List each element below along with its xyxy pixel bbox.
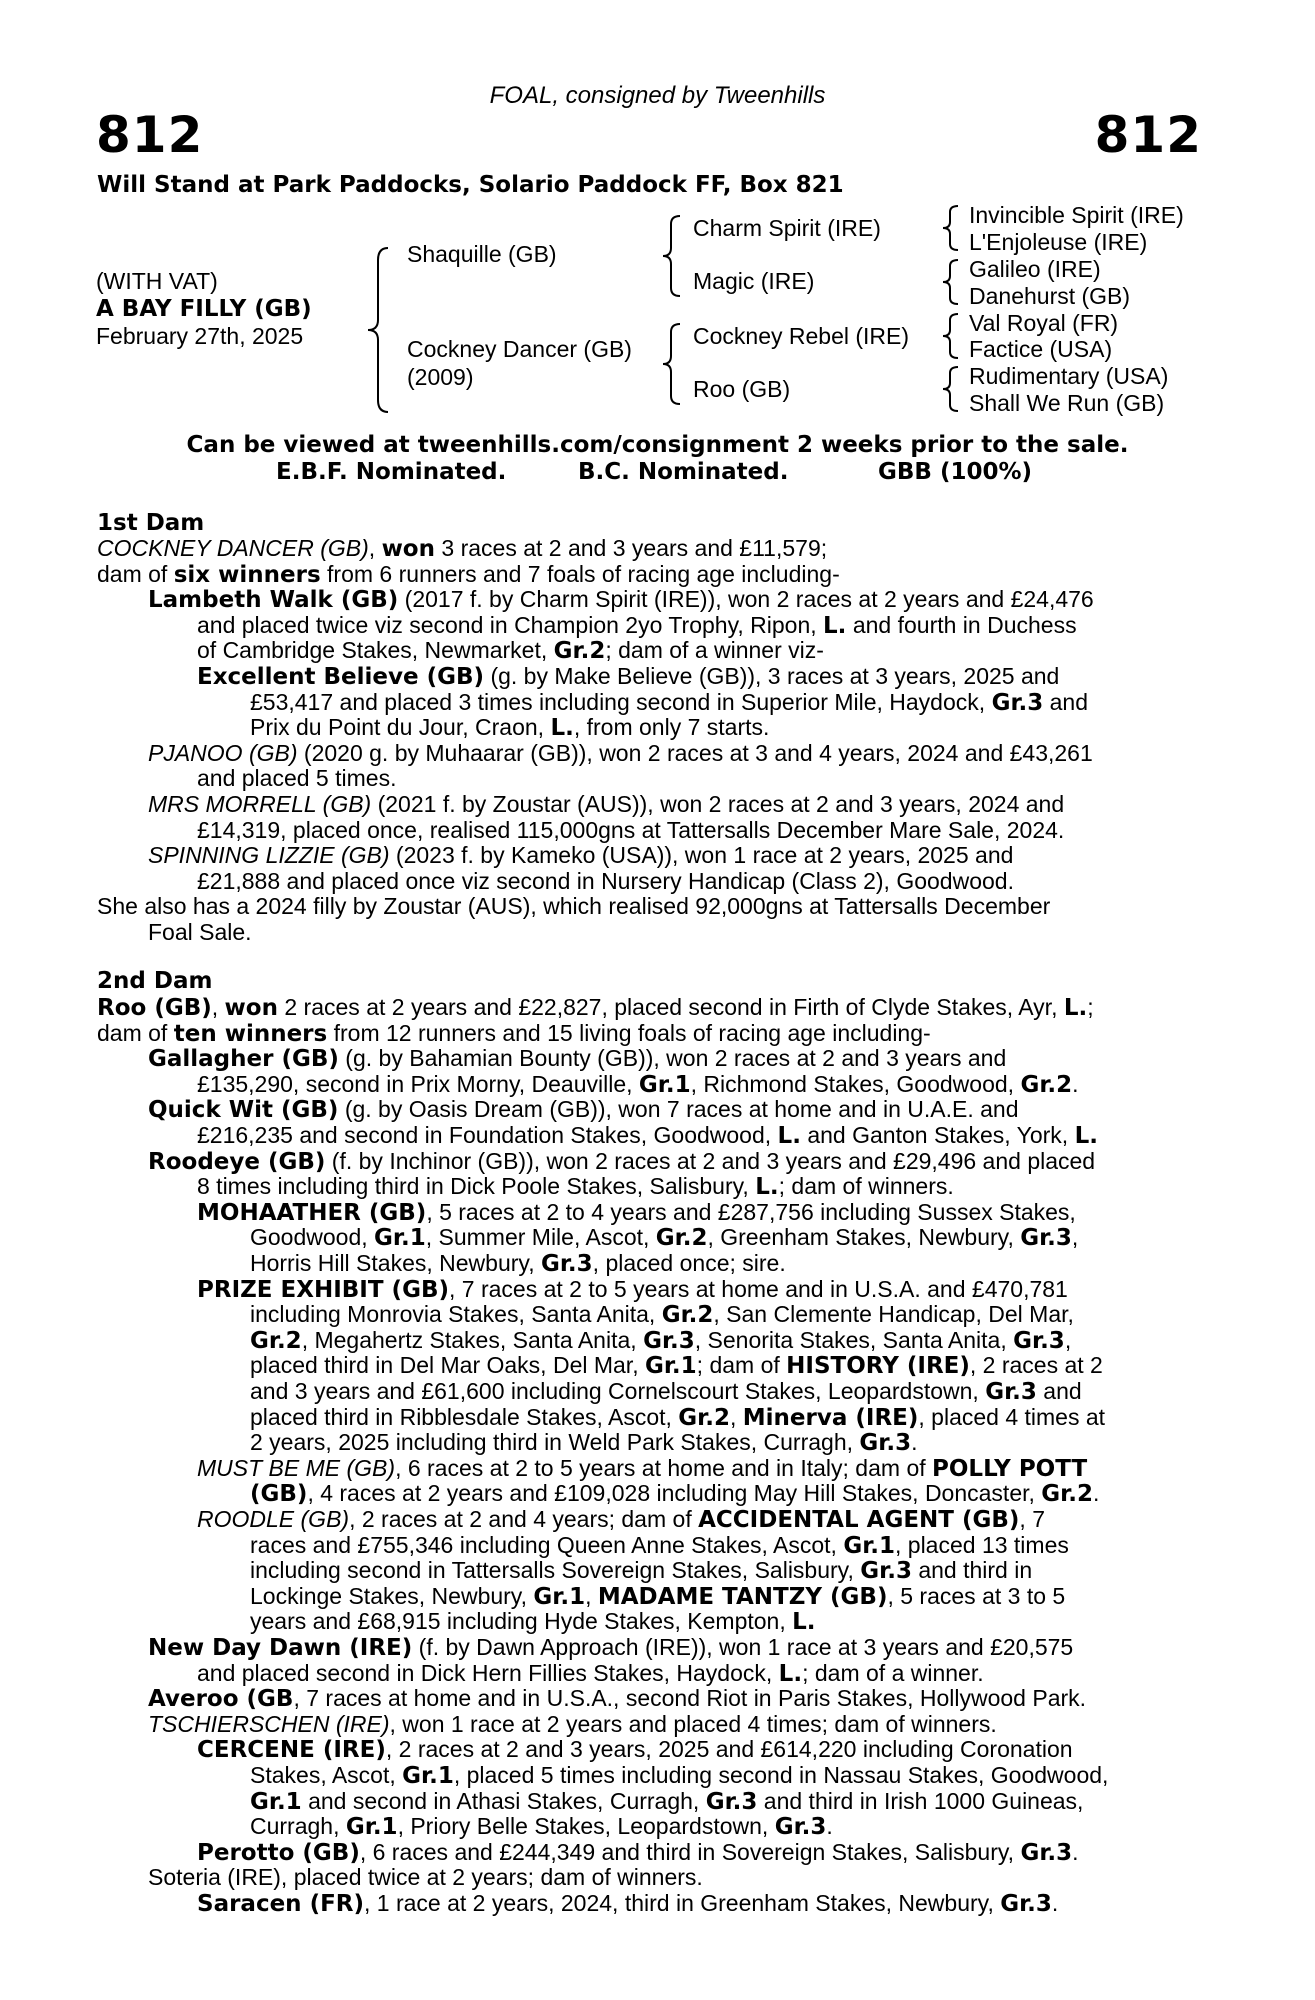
dam-year: (2009) [407, 364, 474, 390]
text-line: She also has a 2024 filly by Zoustar (AUS), which realised 92,000gns at Tattersalls December [97, 893, 1051, 920]
text-line: of Cambridge Stakes, Newmarket, Gr.2; dam of a winner viz- [197, 637, 824, 665]
text-line: Lockinge Stakes, Newbury, Gr.1, MADAME TANTZY (GB), 5 races at 3 to 5 [250, 1582, 1066, 1610]
sire-sire: Charm Spirit (IRE) [693, 215, 881, 241]
stand-location: Will Stand at Park Paddocks, Solario Paddock FF, Box 821 [97, 172, 844, 198]
text-line: MRS MORRELL (GB) (2021 f. by Zoustar (AUS)), won 2 races at 2 and 3 years, 2024 and [148, 791, 1065, 817]
text-line: £21,888 and placed once viz second in Nursery Handicap (Class 2), Goodwood. [197, 867, 1014, 894]
lot-number-right: 812 [1094, 106, 1202, 164]
text-line: Roo (GB), won 2 races at 2 years and £22,827, placed second in Firth of Clyde Stakes, Ayr, L.; [97, 994, 1094, 1021]
text-line: years and £68,915 including Hyde Stakes, Kempton, L. [250, 1608, 816, 1636]
text-line: placed third in Ribblesdale Stakes, Ascot, Gr.2, Minerva (IRE), placed 4 times at [250, 1403, 1106, 1431]
text-line: Stakes, Ascot, Gr.1, placed 5 times including second in Nassau Stakes, Goodwood, [250, 1762, 1109, 1789]
text-line: Quick Wit (GB) (g. by Oasis Dream (GB)), won 7 races at home and in U.A.E. and [148, 1096, 1019, 1124]
text-line: Excellent Believe (GB) (g. by Make Believe (GB)), 3 races at 3 years, 2025 and [197, 663, 1060, 690]
brace-ancestors-3 [940, 312, 962, 360]
brace-dam-side [660, 322, 684, 406]
ancestor-2: L'Enjoleuse (IRE) [969, 229, 1148, 255]
text-line: PJANOO (GB) (2020 g. by Muhaarar (GB)), won 2 races at 3 and 4 years, 2024 and £43,261 [148, 739, 1093, 766]
dam-dam: Roo (GB) [693, 376, 791, 402]
text-line: £14,319, placed once, realised 115,000gns at Tattersalls December Mare Sale, 2024. [197, 816, 1065, 843]
text-line: £53,417 and placed 3 times including second in Superior Mile, Haydock, Gr.3 and [250, 688, 1089, 716]
text-line: Perotto (GB), 6 races and £244,349 and third in Sovereign Stakes, Salisbury, Gr.3. [197, 1838, 1079, 1866]
first-dam-heading: 1st Dam [97, 510, 205, 536]
gbb-status: GBB (100%) [878, 459, 1033, 485]
text-line: Saracen (FR), 1 race at 2 years, 2024, third in Greenham Stakes, Newbury, Gr.3. [197, 1890, 1059, 1917]
ancestor-8: Shall We Run (GB) [969, 390, 1165, 416]
text-line: Gr.2, Megahertz Stakes, Santa Anita, Gr.3, Senorita Stakes, Santa Anita, Gr.3, [250, 1326, 1072, 1354]
text-line: dam of six winners from 6 runners and 7 foals of racing age including- [97, 560, 840, 588]
brace-ancestors-2 [940, 258, 962, 306]
bc-nomination: B.C. Nominated. [578, 459, 789, 485]
ancestor-5: Val Royal (FR) [969, 310, 1119, 336]
text-line: Curragh, Gr.1, Priory Belle Stakes, Leopardstown, Gr.3. [250, 1813, 833, 1841]
foaling-date: February 27th, 2025 [96, 323, 304, 349]
ancestor-4: Danehurst (GB) [969, 283, 1131, 309]
text-line: Horris Hill Stakes, Newbury, Gr.3, placed once; sire. [250, 1250, 786, 1277]
viewing-notice: Can be viewed at tweenhills.com/consignment 2 weeks prior to the sale. [186, 432, 1129, 458]
text-line: and placed second in Dick Hern Fillies Stakes, Haydock, L.; dam of a winner. [197, 1659, 984, 1687]
sire-dam: Magic (IRE) [693, 268, 815, 294]
ancestor-7: Rudimentary (USA) [969, 363, 1169, 389]
ancestor-3: Galileo (IRE) [969, 256, 1101, 282]
text-line: TSCHIERSCHEN (IRE), won 1 race at 2 years and placed 4 times; dam of winners. [148, 1710, 997, 1737]
text-line: MOHAATHER (GB), 5 races at 2 to 4 years and £287,756 including Sussex Stakes, [197, 1198, 1076, 1226]
text-line: Soteria (IRE), placed twice at 2 years; dam of winners. [148, 1864, 703, 1891]
text-line: placed third in Del Mar Oaks, Del Mar, Gr.1; dam of HISTORY (IRE), 2 races at 2 [250, 1352, 1103, 1380]
second-dam-heading: 2nd Dam [97, 968, 213, 994]
text-line: CERCENE (IRE), 2 races at 2 and 3 years, 2025 and £614,220 including Coronation [197, 1736, 1073, 1764]
text-line: dam of ten winners from 12 runners and 15 living foals of racing age including- [97, 1019, 931, 1047]
ebf-nomination: E.B.F. Nominated. [276, 459, 507, 485]
lot-number-left: 812 [96, 106, 204, 164]
text-line: Gr.1 and second in Athasi Stakes, Curragh, Gr.3 and third in Irish 1000 Guineas, [250, 1787, 1084, 1815]
text-line: races and £755,346 including Queen Anne Stakes, Ascot, Gr.1, placed 13 times [250, 1531, 1069, 1559]
text-line: COCKNEY DANCER (GB), won 3 races at 2 and 3 years and £11,579; [97, 535, 828, 562]
text-line: ROODLE (GB), 2 races at 2 and 4 years; dam of ACCIDENTAL AGENT (GB), 7 [197, 1506, 1045, 1533]
text-line: including Monrovia Stakes, Santa Anita, Gr.2, San Clemente Handicap, Del Mar, [250, 1301, 1074, 1329]
text-line: £216,235 and second in Foundation Stakes, Goodwood, L. and Ganton Stakes, York, L. [197, 1122, 1098, 1149]
text-line: MUST BE ME (GB), 6 races at 2 to 5 years at home and in Italy; dam of POLLY POTT [197, 1454, 1088, 1482]
text-line: Roodeye (GB) (f. by Inchinor (GB)), won 2 races at 2 and 3 years and £29,496 and placed [148, 1147, 1096, 1175]
text-line: 2 years, 2025 including third in Weld Park Stakes, Curragh, Gr.3. [250, 1429, 918, 1457]
text-line: Averoo (GB, 7 races at home and in U.S.A., second Riot in Paris Stakes, Hollywood Park. [148, 1685, 1087, 1713]
text-line: PRIZE EXHIBIT (GB), 7 races at 2 to 5 years at home and in U.S.A. and £470,781 [197, 1275, 1068, 1303]
ancestor-1: Invincible Spirit (IRE) [969, 202, 1184, 228]
vat-note: (WITH VAT) [96, 268, 218, 294]
brace-ancestors-4 [940, 365, 962, 413]
consignment-header: FOAL, consigned by Tweenhills [489, 82, 826, 109]
brace-sire-side [660, 214, 684, 298]
dam-sire: Cockney Rebel (IRE) [693, 323, 910, 349]
dam: Cockney Dancer (GB) [407, 336, 632, 362]
text-line: Goodwood, Gr.1, Summer Mile, Ascot, Gr.2, Greenham Stakes, Newbury, Gr.3, [250, 1224, 1079, 1252]
text-line: New Day Dawn (IRE) (f. by Dawn Approach (IRE)), won 1 race at 3 years and £20,575 [148, 1634, 1074, 1661]
text-line: 8 times including third in Dick Poole Stakes, Salisbury, L.; dam of winners. [197, 1173, 954, 1201]
text-line: SPINNING LIZZIE (GB) (2023 f. by Kameko (USA)), won 1 race at 2 years, 2025 and [148, 842, 1014, 869]
text-line: (GB), 4 races at 2 years and £109,028 including May Hill Stakes, Doncaster, Gr.2. [250, 1480, 1100, 1508]
text-line: Foal Sale. [148, 919, 252, 945]
lot-subject-name: A BAY FILLY (GB) [96, 296, 312, 322]
sire: Shaquille (GB) [407, 241, 557, 267]
text-line: and placed 5 times. [197, 765, 397, 792]
text-line: including second in Tattersalls Sovereign Stakes, Salisbury, Gr.3 and third in [250, 1557, 1033, 1585]
text-line: and placed twice viz second in Champion 2yo Trophy, Ripon, L. and fourth in Duchess [197, 611, 1077, 639]
ancestor-6: Factice (USA) [969, 336, 1113, 362]
text-line: £135,290, second in Prix Morny, Deauville, Gr.1, Richmond Stakes, Goodwood, Gr.2. [197, 1070, 1079, 1098]
text-line: Lambeth Walk (GB) (2017 f. by Charm Spirit (IRE)), won 2 races at 2 years and £24,476 [148, 586, 1094, 614]
text-line: Prix du Point du Jour, Craon, L., from only 7 starts. [250, 714, 770, 742]
text-line: Gallagher (GB) (g. by Bahamian Bounty (GB)), won 2 races at 2 and 3 years and [148, 1045, 1007, 1073]
text-line: and 3 years and £61,600 including Cornelscourt Stakes, Leopardstown, Gr.3 and [250, 1378, 1082, 1405]
brace-ancestors-1 [940, 204, 962, 252]
brace-generation-1 [364, 246, 394, 414]
